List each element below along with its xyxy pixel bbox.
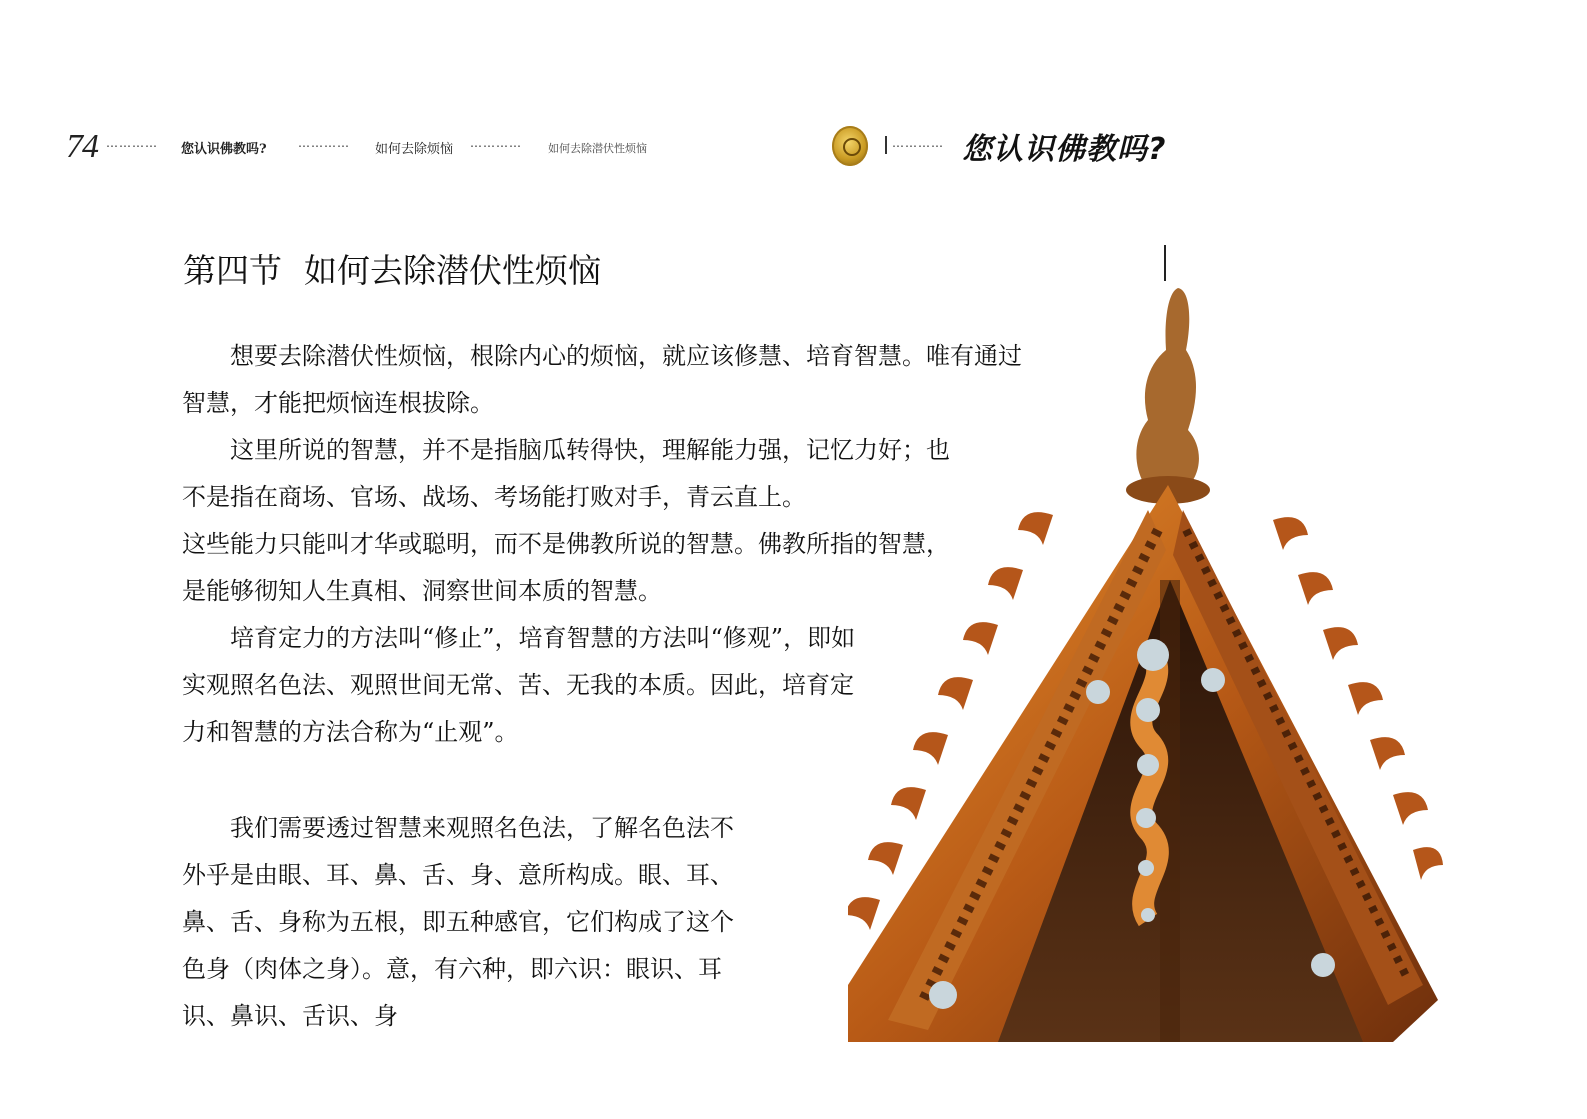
header-brand-calligraphy: 您认识佛教吗? bbox=[962, 132, 1167, 167]
paragraph-text: 培育定力的方法叫“修止”，培育智慧的方法叫“修观”，即如实观照名色法、观照世间无常、苦、无我的本质。因此，培育定力和智慧的方法合称为“止观”。 bbox=[182, 624, 856, 746]
paragraph-text: 我们需要透过智慧来观照名色法，了解名色法不外乎是由眼、耳、鼻、舌、身、意所构成。眼、耳、鼻、舌、身称为五根，即五种感官，它们构成了这个色身（肉体之身）。意，有六种，即六识：眼识、耳识、鼻识、舌识、身 bbox=[182, 814, 734, 1030]
paragraph-text: 这些能力只能叫才华或聪明，而不是佛教所说的智慧。佛教所指的智慧，是能够彻知人生真相、洞察世间本质的智慧。 bbox=[182, 530, 950, 605]
page-number: 74 bbox=[66, 128, 98, 165]
header-divider bbox=[885, 136, 887, 154]
body-paragraph bbox=[182, 805, 752, 1040]
body-paragraph bbox=[182, 615, 862, 756]
leader-dots: ………… bbox=[470, 136, 522, 150]
paragraph-text: 这里所说的智慧，并不是指脑瓜转得快，理解能力强，记忆力好；也不是指在商场、官场、战场、考场能打败对手，青云直上。 bbox=[182, 436, 950, 511]
header-section: 如何去除潜伏性烦恼 bbox=[548, 142, 647, 155]
section-heading: 如何去除潜伏性烦恼 bbox=[304, 251, 601, 290]
section-number: 第四节 bbox=[183, 251, 282, 290]
leader-dots: ………… bbox=[892, 136, 944, 150]
body-paragraph bbox=[182, 427, 962, 615]
header-book-title: 您认识佛教吗? bbox=[181, 142, 267, 157]
dharma-wheel-emblem-icon bbox=[832, 126, 868, 166]
leader-dots: ………… bbox=[106, 136, 158, 150]
running-header bbox=[0, 122, 1587, 182]
header-chapter: 如何去除烦恼 bbox=[375, 142, 454, 157]
temple-roof-gable-image bbox=[848, 280, 1448, 1042]
section-title bbox=[183, 245, 601, 292]
side-rule bbox=[1164, 245, 1166, 281]
leader-dots: ………… bbox=[298, 136, 350, 150]
paragraph-text: 想要去除潜伏性烦恼，根除内心的烦恼，就应该修慧、培育智慧。唯有通过智慧，才能把烦恼连根拔除。 bbox=[182, 342, 1022, 417]
